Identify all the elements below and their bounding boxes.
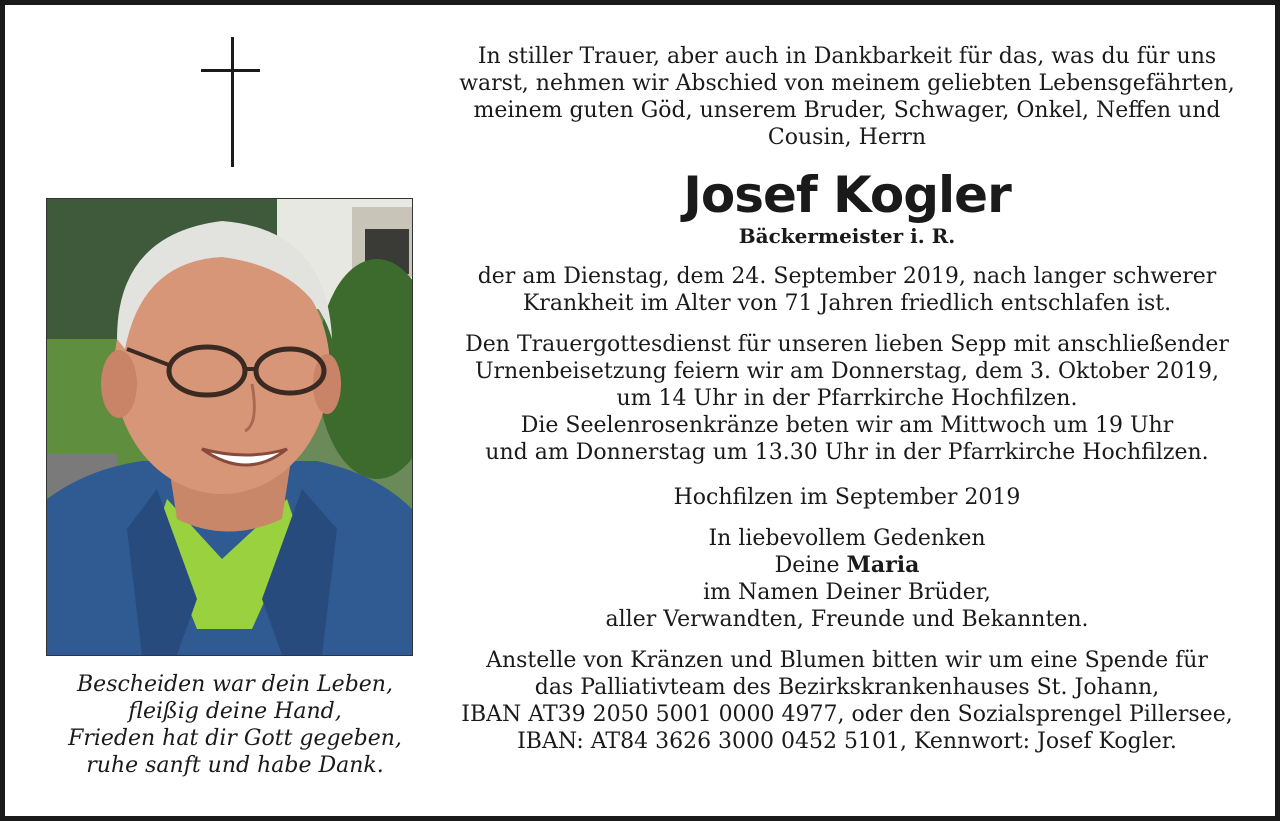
service-line: um 14 Uhr in der Pfarrkirche Hochfilzen. [616, 386, 1078, 411]
verse-line: fleißig deine Hand, [128, 699, 342, 724]
death-paragraph [455, 263, 1239, 317]
service-line: Die Seelenrosenkränze beten wir am Mittwoch um 19 Uhr [520, 413, 1174, 438]
donation-line: das Palliativteam des Bezirkskrankenhauses St. Johann, [534, 675, 1160, 700]
cross-icon [201, 37, 265, 167]
obituary-text [455, 43, 1239, 755]
intro-line: Cousin, Herrn [767, 125, 927, 150]
intro-line: In stiller Trauer, aber auch in Dankbarkeit für das, was du für uns [477, 44, 1217, 69]
deceased-name: Josef Kogler [683, 166, 1011, 224]
verse-line: Bescheiden war dein Leben, [77, 672, 393, 697]
service-paragraph [455, 331, 1239, 466]
service-line: Den Trauergottesdienst für unseren lieben Sepp mit anschließender [465, 332, 1229, 357]
donation-line: Anstelle von Kränzen und Blumen bitten wir um eine Spende für [486, 648, 1208, 673]
service-line: Urnenbeisetzung feiern wir am Donnerstag, dem 3. Oktober 2019, [474, 359, 1219, 384]
memorial-verse [35, 671, 435, 779]
closing-signature [455, 552, 1239, 579]
closing-line: aller Verwandten, Freunde und Bekannten. [605, 607, 1089, 632]
verse-line: ruhe sanft und habe Dank. [86, 753, 384, 778]
closing-deine: Deine [774, 553, 840, 578]
portrait-photo [46, 198, 413, 656]
death-line: Krankheit im Alter von 71 Jahren friedlich entschlafen ist. [522, 291, 1172, 316]
intro-line: meinem guten Göd, unserem Bruder, Schwager, Onkel, Neffen und [473, 98, 1221, 123]
death-line: der am Dienstag, dem 24. September 2019, nach langer schwerer [477, 264, 1217, 289]
service-line: und am Donnerstag um 13.30 Uhr in der Pfarrkirche Hochfilzen. [485, 440, 1209, 465]
donation-line: IBAN: AT84 3626 3000 0452 5101, Kennwort: Josef Kogler. [517, 729, 1177, 754]
verse-line: Frieden hat dir Gott gegeben, [68, 726, 402, 751]
closing-line: im Namen Deiner Brüder, [703, 580, 991, 605]
intro-line: warst, nehmen wir Abschied von meinem geliebten Lebensgefährten, [459, 71, 1235, 96]
deceased-title: Bäckermeister i. R. [738, 224, 956, 248]
mourner-name: Maria [846, 552, 920, 578]
donation-line: IBAN AT39 2050 5001 0000 4977, oder den Sozialsprengel Pillersee, [461, 702, 1233, 727]
closing-line: In liebevollem Gedenken [708, 526, 986, 551]
place-date: Hochfilzen im September 2019 [673, 485, 1021, 510]
closing-paragraph [455, 525, 1239, 633]
donation-paragraph [455, 647, 1239, 755]
intro-paragraph [455, 43, 1239, 151]
